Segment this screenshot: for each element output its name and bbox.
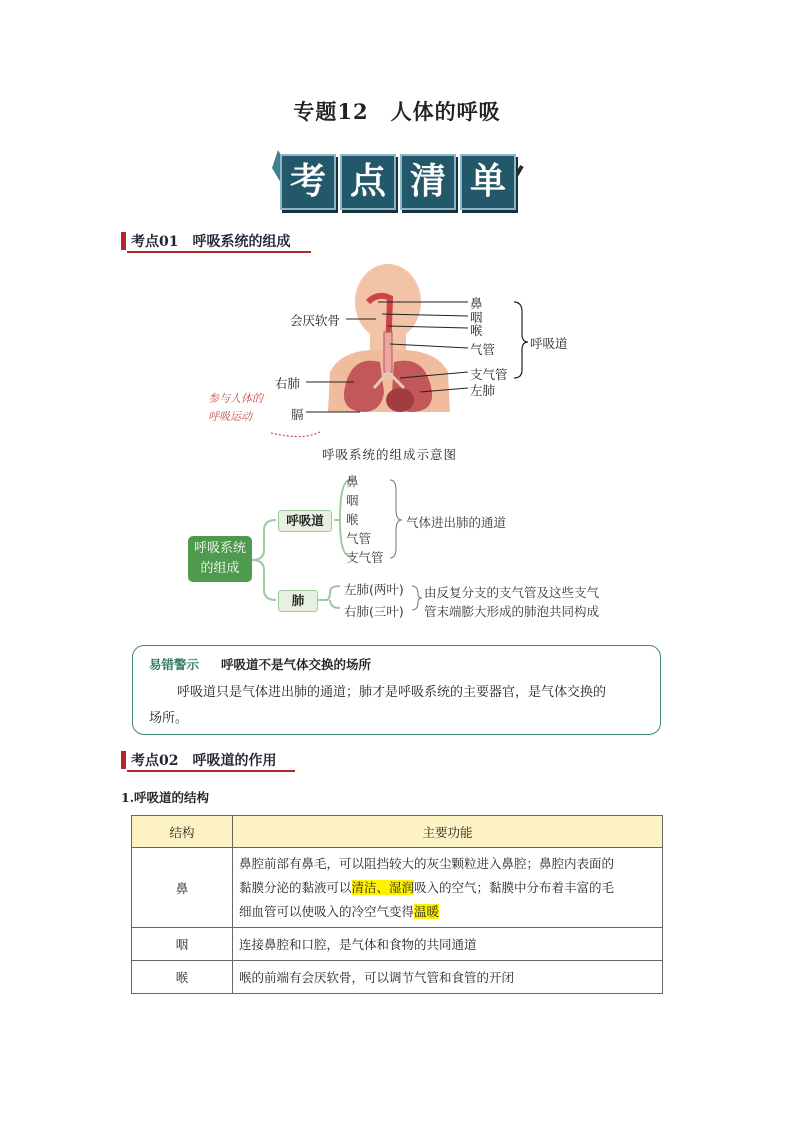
mindmap-item: 左肺(两叶) [344,582,404,597]
table-cell-function: 连接鼻腔和口腔，是气体和食物的共同通道 [233,928,663,961]
handwritten-note: 参与人体的 呼吸运动 [208,392,263,423]
mindmap-desc: 管末端膨大形成的肺泡共同构成 [424,604,600,619]
mindmap-item: 鼻 [346,474,359,489]
warning-box [132,645,661,735]
banner-char: 单 [460,154,516,210]
label-trachea: 气管 [470,342,496,357]
page-title: 专题12 人体的呼吸 [293,99,501,124]
section-banner [270,148,526,216]
table-header-cell: 主要功能 [233,816,663,848]
warning-title: 呼吸道不是气体交换的场所 [221,657,372,672]
banner-char: 点 [340,154,396,210]
mindmap-desc: 气体进出肺的通道 [406,515,507,530]
label-right-lung: 右肺 [275,376,301,391]
table-row [132,961,663,994]
mindmap-item: 气管 [346,531,372,546]
mindmap [180,470,620,620]
highlight: 清洁、湿润 [351,879,415,895]
mindmap-item: 咽 [346,493,359,508]
table-row [132,928,663,961]
mindmap-root: 呼吸系统 的组成 [188,536,252,582]
figure-caption: 呼吸系统的组成示意图 [322,447,458,462]
table-cell-function: 喉的前端有会厌软骨，可以调节气管和食管的开闭 [233,961,663,994]
mindmap-desc: 由反复分支的支气管及这些支气 [424,585,600,600]
mindmap-item: 右肺(三叶) [344,604,404,619]
label-lines [270,262,580,462]
mindmap-item: 支气管 [346,550,384,565]
mindmap-item: 喉 [346,512,359,527]
structure-table [131,815,663,994]
label-diaphragm: 膈 [291,407,304,422]
mindmap-node-respiratory-tract: 呼吸道 [278,510,332,532]
banner-char: 考 [280,154,336,210]
subheading: 1.呼吸道的结构 [121,790,210,805]
label-epiglottis: 会厌软骨 [290,313,341,328]
table-cell-structure: 鼻 [132,848,233,928]
table-header-row [132,816,663,848]
mindmap-node-lungs: 肺 [278,590,318,612]
label-left-lung: 左肺 [470,383,496,398]
label-bronchi: 支气管 [470,367,508,382]
label-respiratory-tract: 呼吸道 [530,336,568,351]
highlight: 温暖 [414,903,440,919]
respiratory-figure [270,262,580,462]
label-nose: 鼻 [470,296,483,311]
table-header-cell: 结构 [132,816,233,848]
table-row [132,848,663,928]
banner-char: 清 [400,154,456,210]
label-pharynx: 咽 [470,310,483,325]
label-larynx: 喉 [470,323,483,338]
warning-body-line: 呼吸道只是气体进出肺的通道；肺才是呼吸系统的主要器官，是气体交换的 [177,685,607,700]
table-cell-structure: 咽 [132,928,233,961]
warning-tag: 易错警示 [149,657,200,672]
warning-body-line: 场所。 [149,711,189,726]
table-cell-function: 鼻腔前部有鼻毛，可以阻挡较大的灰尘颗粒进入鼻腔；鼻腔内表面的 黏膜分泌的黏液可以清洁、湿润吸入的空气；黏膜中分布着丰富的毛 细血管可以使吸入的冷空气变得温暖 [233,848,663,928]
table-cell-structure: 喉 [132,961,233,994]
